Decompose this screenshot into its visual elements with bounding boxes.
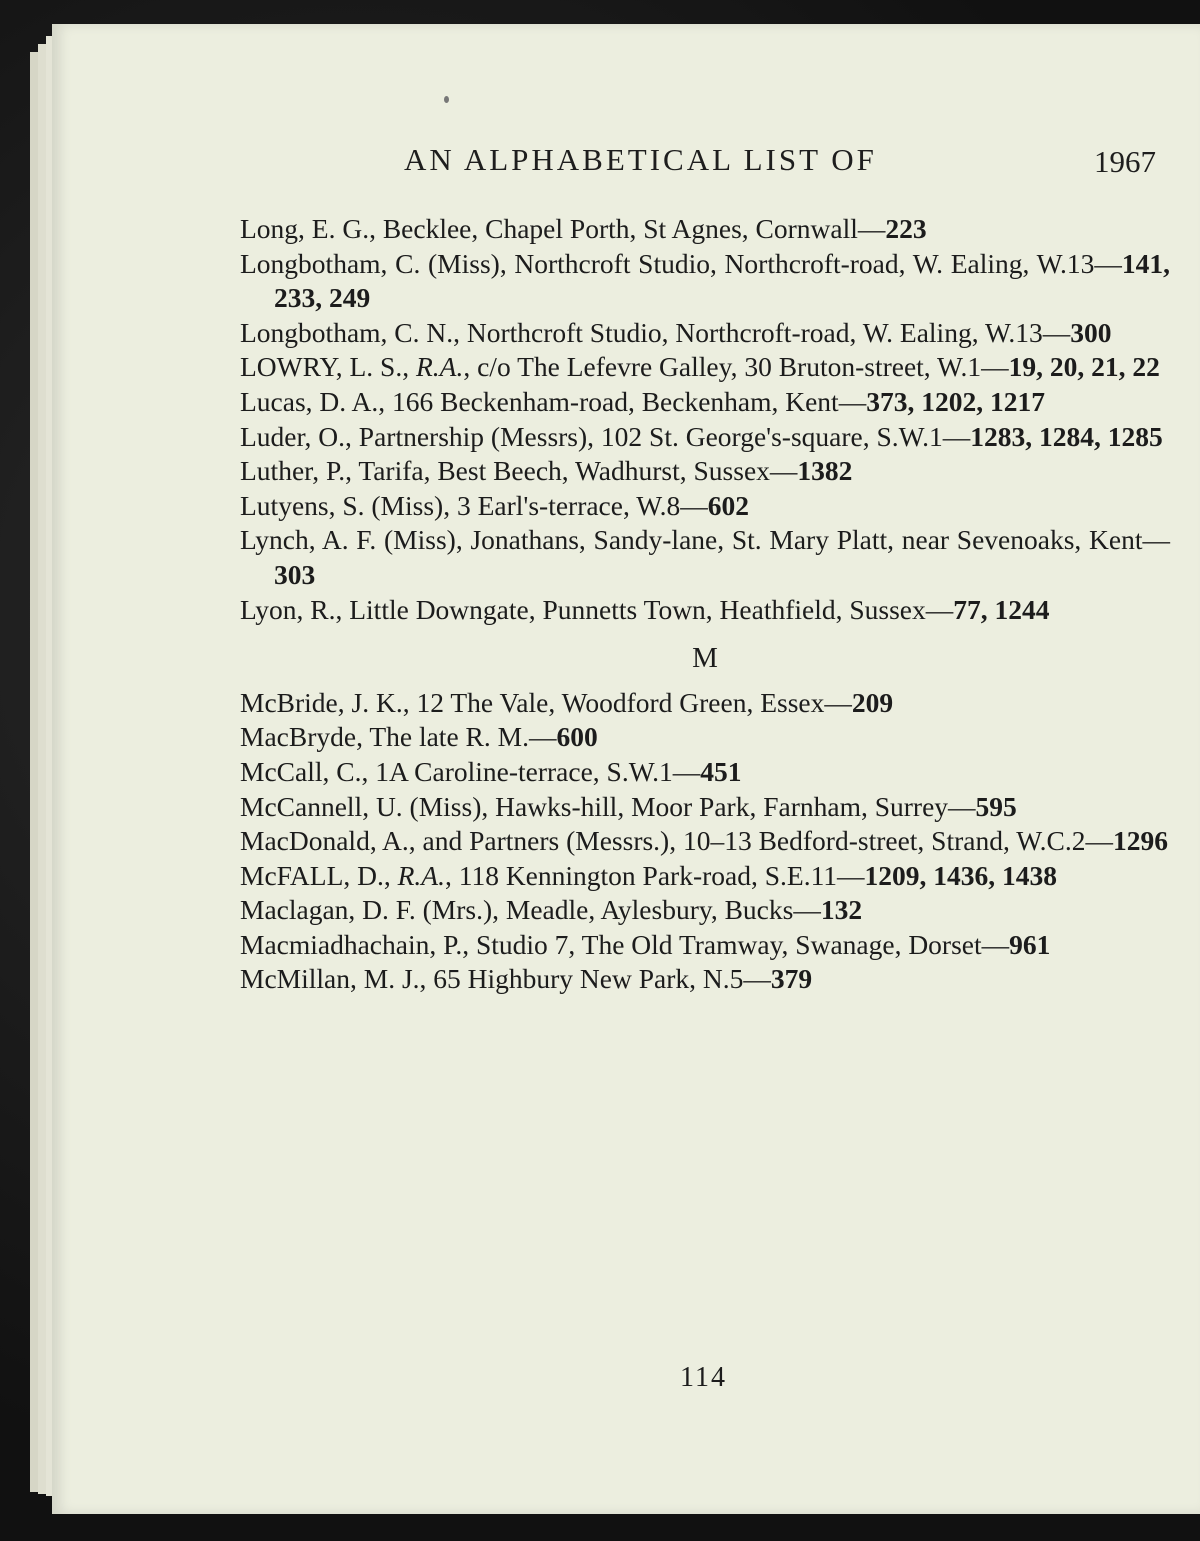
entry-macmiadhachain-p: Macmiadhachain, P., Studio 7, The Old Tramway, Swanage, Dorset—961 — [240, 928, 1051, 960]
book-page — [52, 24, 1200, 1514]
entry-longbotham-c-n: Longbotham, C. N., Northcroft Studio, Northcroft-road, W. Ealing, W.13—300 — [240, 316, 1112, 348]
entry-lucas-d-a: Lucas, D. A., 166 Beckenham-road, Beckenham, Kent—373, 1202, 1217 — [240, 385, 1045, 417]
section-letter-heading: M — [692, 642, 718, 675]
entry-mcmillan-m-j: McMillan, M. J., 65 Highbury New Park, N.5—379 — [240, 963, 813, 995]
page-number: 114 — [680, 1362, 727, 1393]
entry-lynch-a-f: Lynch, A. F. (Miss), Jonathans, Sandy-lane, St. Mary Platt, near Sevenoaks, Kent—303 — [240, 524, 1170, 590]
entry-luder-o: Luder, O., Partnership (Messrs), 102 St. George's-square, S.W.1—1283, 1284, 1285 — [240, 420, 1163, 452]
entry-luther-p: Luther, P., Tarifa, Best Beech, Wadhurst, Sussex—1382 — [240, 455, 853, 487]
entry-mccall-c: McCall, C., 1A Caroline-terrace, S.W.1—451 — [240, 755, 742, 787]
entry-macdonald-a: MacDonald, A., and Partners (Messrs.), 10–13 Bedford-street, Strand, W.C.2—1296 — [240, 825, 1168, 857]
entry-lowry-l-s: LOWRY, L. S., R.A., c/o The Lefevre Galley, 30 Bruton-street, W.1—19, 20, 21, 22 — [240, 351, 1160, 383]
running-head: AN ALPHABETICAL LIST OF — [404, 142, 877, 177]
entry-long-e-g: Long, E. G., Becklee, Chapel Porth, St Agnes, Cornwall—223 — [240, 213, 927, 244]
paper-speck — [444, 96, 449, 103]
entry-longbotham-c-miss: Longbotham, C. (Miss), Northcroft Studio, Northcroft-road, W. Ealing, W.13—141, 233, 249 — [240, 247, 1170, 314]
entry-lutyens-s: Lutyens, S. (Miss), 3 Earl's-terrace, W.8—602 — [240, 489, 750, 521]
directory-entries — [240, 212, 1170, 997]
entry-mccannell-u: McCannell, U. (Miss), Hawks-hill, Moor Park, Farnham, Surrey—595 — [240, 790, 1017, 822]
entry-macbryde-r-m: MacBryde, The late R. M.—600 — [240, 721, 598, 753]
entry-lyon-r: Lyon, R., Little Downgate, Punnetts Town, Heathfield, Sussex—77, 1244 — [240, 593, 1050, 625]
entry-maclagan-d-f: Maclagan, D. F. (Mrs.), Meadle, Aylesbury, Bucks—132 — [240, 894, 863, 926]
entry-mcfall-d: McFALL, D., R.A., 118 Kennington Park-road, S.E.11—1209, 1436, 1438 — [240, 859, 1058, 891]
entry-mcbride-j-k: McBride, J. K., 12 The Vale, Woodford Green, Essex—209 — [240, 686, 894, 718]
running-head-year: 1967 — [1094, 144, 1156, 179]
